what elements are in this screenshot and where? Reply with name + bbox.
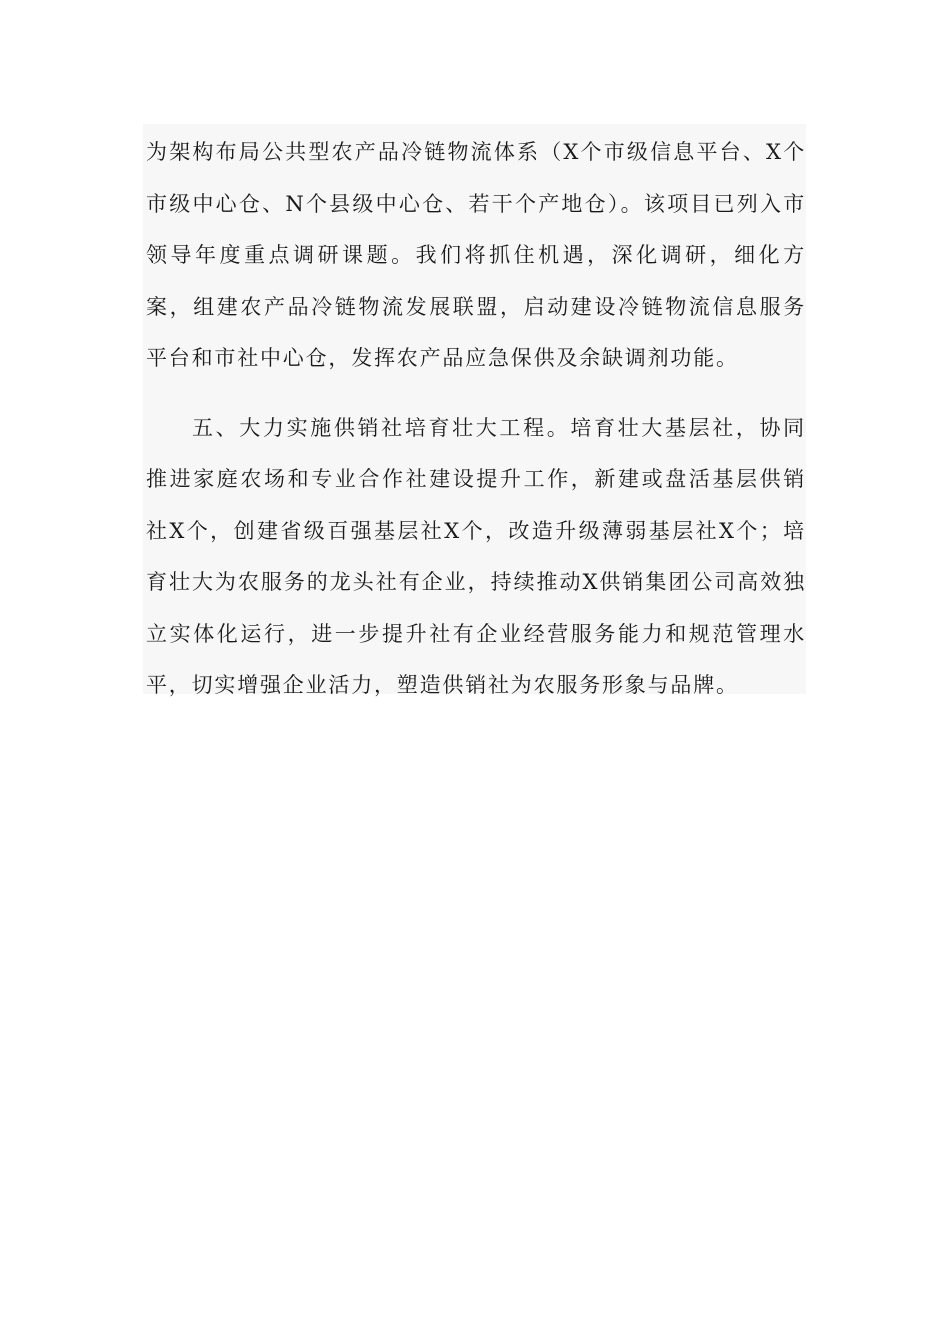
paragraph-section-five: 五、大力实施供销社培育壮大工程。培育壮大基层社，协同推进家庭农场和专业合作社建设提升工作，新建或盘活基层供销社X个，创建省级百强基层社X个，改造升级薄弱基层社X个；培育壮大为农服务的龙头社有企业，持续推动X供销集团公司高效独立实体化运行，进一步提升社有企业经营服务能力和规范管理水平，切实增强企业活力，塑造供销社为农服务形象与品牌。 [146,415,806,697]
paragraph-spacer [146,385,806,403]
paragraph-cold-chain: 为架构布局公共型农产品冷链物流体系（X个市级信息平台、X个市级中心仓、N个县级中心仓、若干个产地仓）。该项目已列入市领导年度重点调研课题。我们将抓住机遇，深化调研，细化方案，组建农产品冷链物流发展联盟，启动建设冷链物流信息服务平台和市社中心仓，发挥农产品应急保供及余缺调剂功能。 [146,140,806,370]
document-body [143,124,806,697]
